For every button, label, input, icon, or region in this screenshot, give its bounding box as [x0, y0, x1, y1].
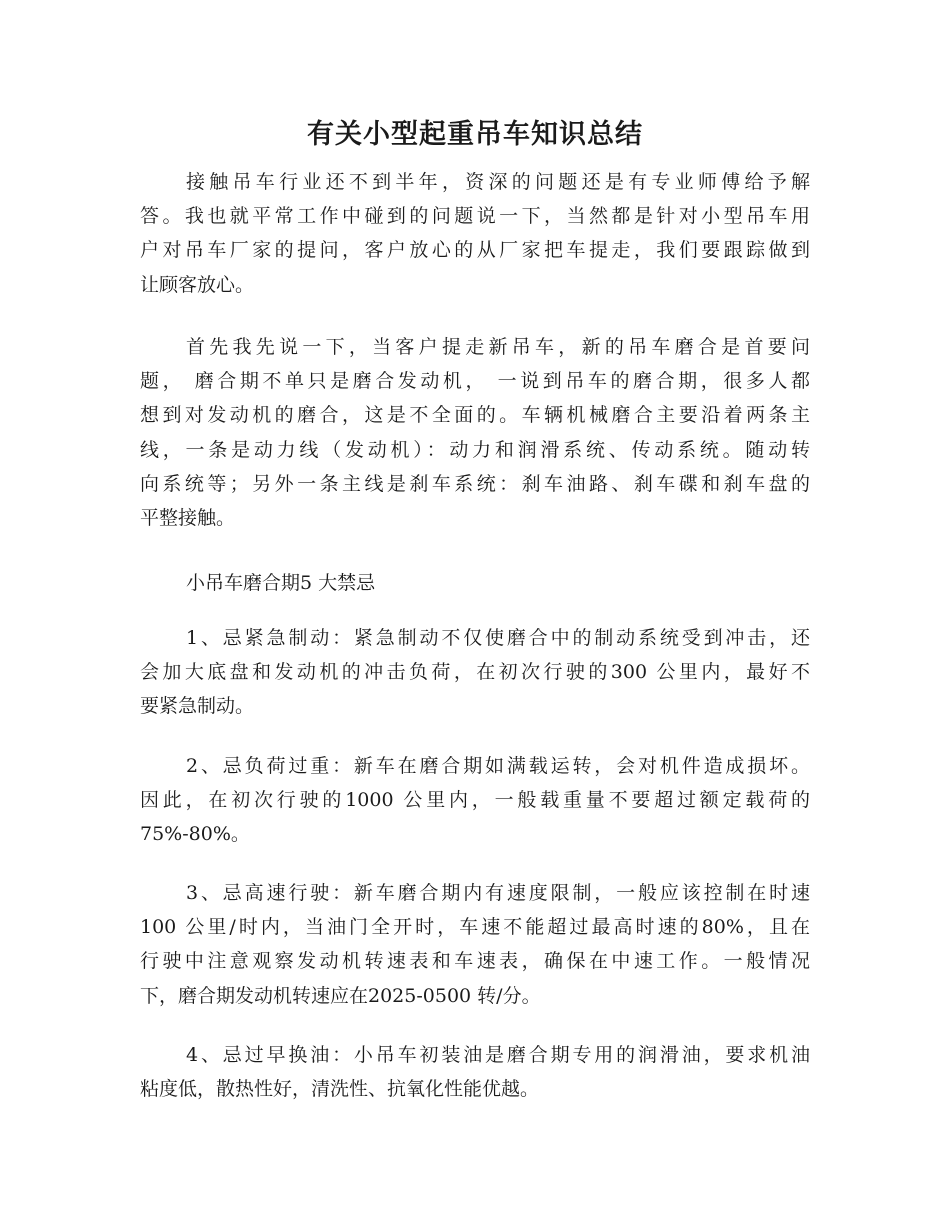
paragraph-break-in	[140, 330, 810, 535]
paragraph-line: 因此，在初次行驶的1000 公里内，一般载重量不要超过额定载荷的	[140, 789, 810, 812]
paragraph-line: 接触吊车行业还不到半年，资深的问题还是有专业师傅给予解	[186, 171, 810, 193]
paragraph-line: 75%-80%。	[140, 823, 250, 846]
paragraph-line: 让顾客放心。	[140, 273, 255, 296]
paragraph-line: 户对吊车厂家的提问，客户放心的从厂家把车提走，我们要跟踪做到	[140, 239, 810, 262]
paragraph-line: 粘度低，散热性好，清洗性、抗氧化性能优越。	[140, 1078, 540, 1101]
paragraph-intro	[140, 165, 810, 302]
paragraph-line: 4、忌过早换油：小吊车初装油是磨合期专用的润滑油，要求机油	[186, 1044, 810, 1066]
paragraph-rule-3	[140, 876, 810, 1013]
paragraph-line: 首先我先说一下，当客户提走新吊车，新的吊车磨合是首要问	[186, 336, 810, 358]
paragraph-line: 100 公里/时内，当油门全开时，车速不能超过最高时速的80%，且在	[140, 916, 810, 939]
paragraph-line: 3、忌高速行驶：新车磨合期内有速度限制，一般应该控制在时速	[186, 882, 810, 904]
paragraph-line: 1、忌紧急制动：紧急制动不仅使磨合中的制动系统受到冲击，还	[186, 627, 810, 649]
paragraph-line: 行驶中注意观察发动机转速表和车速表，确保在中速工作。一般情况	[140, 950, 810, 973]
paragraph-line: 下，磨合期发动机转速应在2025-0500 转/分。	[140, 984, 541, 1007]
paragraph-line: 答。我也就平常工作中碰到的问题说一下，当然都是针对小型吊车用	[140, 205, 810, 228]
paragraph-line: 要紧急制动。	[140, 695, 255, 718]
paragraph-rule-4	[140, 1038, 810, 1106]
paragraph-line: 2、忌负荷过重：新车在磨合期如满载运转，会对机件造成损坏。	[186, 755, 810, 777]
paragraph-line: 会加大底盘和发动机的冲击负荷，在初次行驶的300 公里内，最好不	[140, 661, 810, 684]
paragraph-line: 平整接触。	[140, 507, 236, 530]
paragraph-line: 向系统等；另外一条主线是刹车系统：刹车油路、刹车碟和刹车盘的	[140, 472, 810, 495]
paragraph-rule-2	[140, 749, 810, 852]
paragraph-rule-1	[140, 621, 810, 724]
paragraph-line: 线，一条是动力线（发动机）：动力和润滑系统、传动系统。随动转	[140, 438, 810, 461]
paragraph-line: 题， 磨合期不单只是磨合发动机， 一说到吊车的磨合期，很多人都	[140, 370, 810, 393]
section-heading	[140, 566, 810, 600]
document-title: 有关小型起重吊车知识总结	[307, 119, 643, 150]
paragraph-line: 想到对发动机的磨合，这是不全面的。车辆机械磨合主要沿着两条主	[140, 404, 810, 427]
section-heading-text: 小吊车磨合期5 大禁忌	[186, 572, 376, 594]
